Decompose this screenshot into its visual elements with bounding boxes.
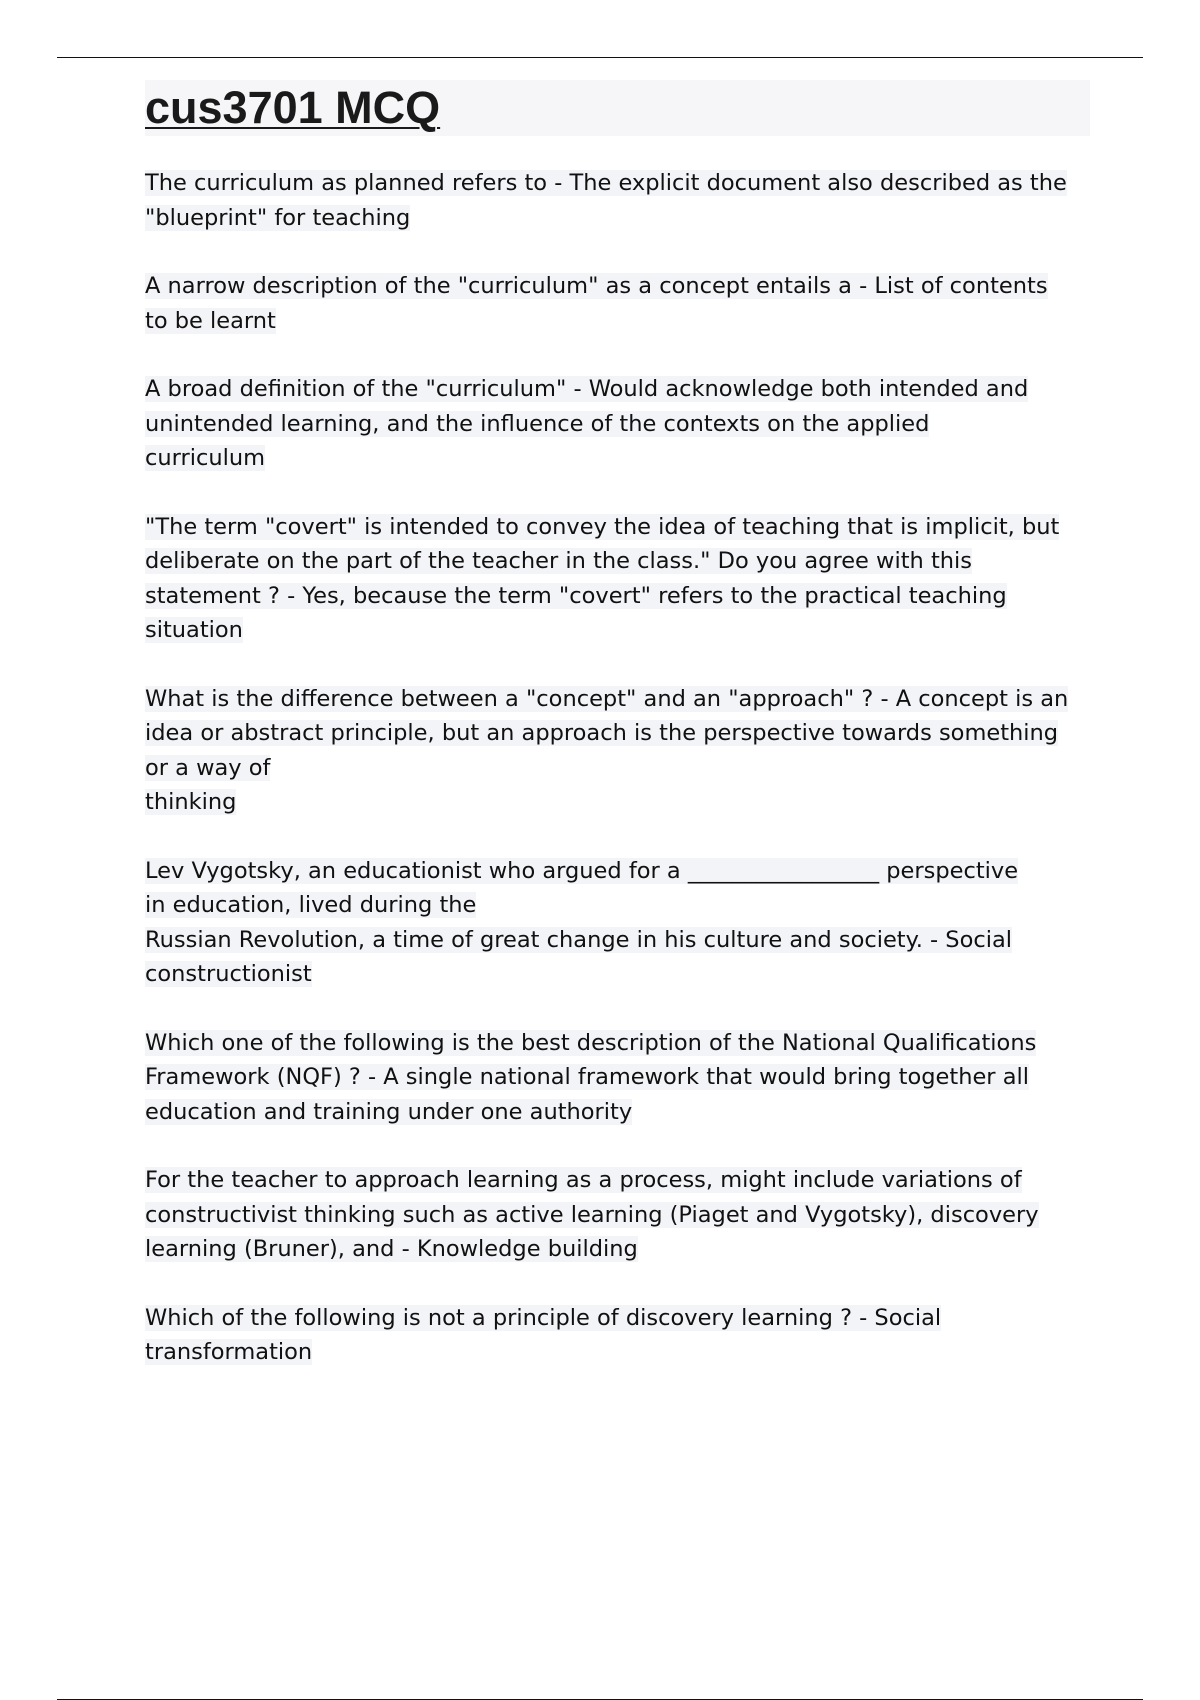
qa-item-text: "The term "covert" is intended to convey the idea of teaching that is implicit, but deliberate on the part of the teacher in the class." Do you agree with this statement ? - Yes, because the term "covert" refers to the practical teaching situation	[145, 513, 1060, 643]
qa-item	[145, 510, 1095, 648]
qa-item-text: Which of the following is not a principle of discovery learning ? - Social transformation	[145, 1304, 942, 1365]
qa-item-text: For the teacher to approach learning as a process, might include variations of constructivist thinking such as active learning (Piaget and Vygotsky), discovery learning (Bruner), and - Knowledge building	[145, 1167, 1039, 1262]
top-rule	[57, 57, 1143, 58]
qa-item	[145, 1026, 1095, 1130]
qa-item-text: A broad definition of the "curriculum" - Would acknowledge both intended and unintended learning, and the influence of the contexts on the applied curriculum	[145, 376, 1029, 471]
title-block	[145, 80, 1090, 136]
qa-item-text: A narrow description of the "curriculum" as a concept entails a - List of contents to be learnt	[145, 273, 1048, 334]
qa-item	[145, 682, 1095, 820]
document-body	[145, 80, 1095, 1404]
qa-item-text: What is the difference between a "concept" and an "approach" ? - A concept is an idea or abstract principle, but an approach is the perspective towards something or a way of thinking	[145, 685, 1069, 815]
document-title: cus3701 MCQ	[145, 82, 441, 133]
qa-item-text: Lev Vygotsky, an educationist who argued for a _________________ perspective in education, lived during the Russian Revolution, a time of great change in his culture and society. - Social constructionist	[145, 857, 1019, 987]
qa-item	[145, 372, 1095, 476]
qa-item	[145, 854, 1095, 992]
qa-item-text: Which one of the following is the best description of the National Qualifications Framework (NQF) ? - A single national framework that would bring together all education and training under one authority	[145, 1029, 1037, 1125]
qa-item	[145, 1163, 1095, 1267]
qa-item	[145, 166, 1095, 235]
qa-item	[145, 1301, 1095, 1370]
qa-item	[145, 269, 1095, 338]
qa-list	[145, 166, 1095, 1370]
qa-item-text: The curriculum as planned refers to - The explicit document also described as the "blueprint" for teaching	[145, 170, 1067, 231]
